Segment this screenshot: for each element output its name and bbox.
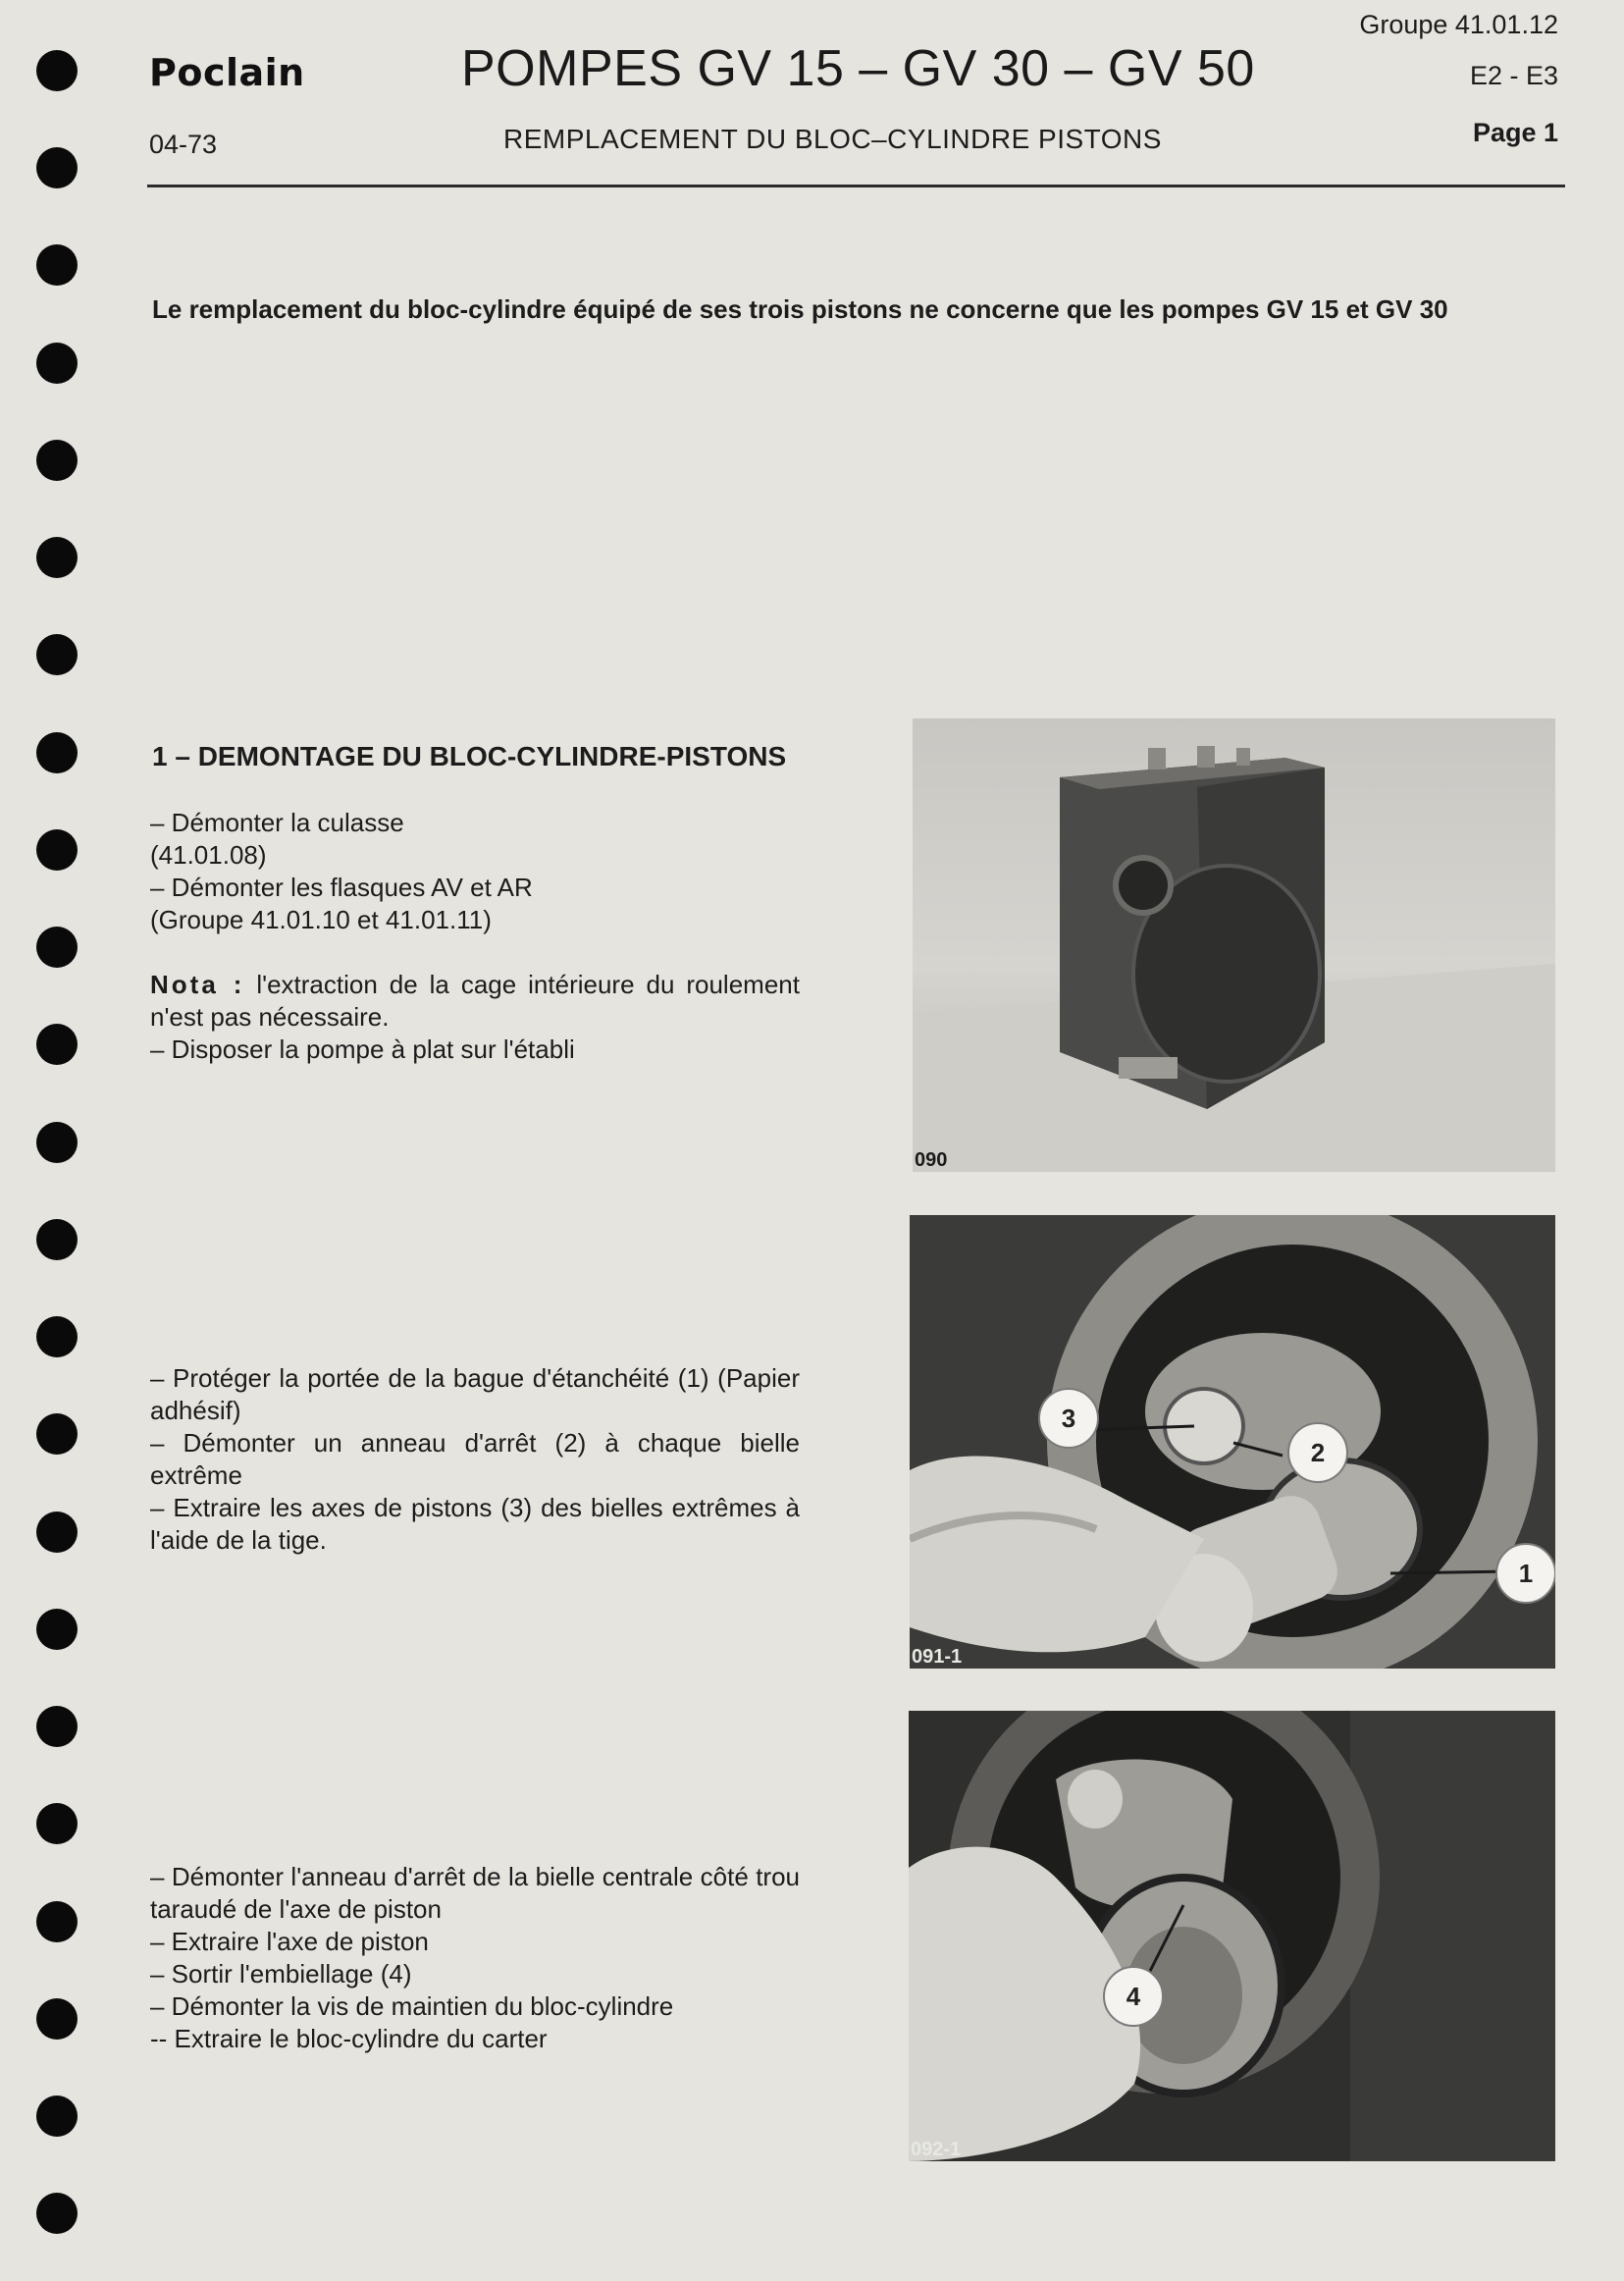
binder-hole	[36, 147, 78, 188]
step-line: – Disposer la pompe à plat sur l'établi	[150, 1034, 575, 1064]
binder-hole	[36, 1998, 78, 2040]
callout-2: 2	[1287, 1422, 1348, 1483]
callout-4: 4	[1103, 1966, 1164, 2027]
photo-label: 091-1	[912, 1646, 963, 1668]
step-line: – Démonter un anneau d'arrêt (2) à chaque bielle extrême	[150, 1428, 800, 1490]
step-line: – Démonter la vis de maintien du bloc-cylindre	[150, 1991, 674, 2021]
step3-text	[150, 1861, 800, 2055]
stop-rings-image	[910, 1215, 1555, 1669]
binder-hole	[36, 1512, 78, 1553]
step-line: (41.01.08)	[150, 840, 267, 870]
connecting-rods-image	[909, 1711, 1555, 2161]
step-line: (Groupe 41.01.10 et 41.01.11)	[150, 905, 492, 934]
header-rule	[147, 185, 1565, 187]
binder-hole	[36, 829, 78, 871]
nota-text: l'extraction de la cage intérieure du roulement n'est pas nécessaire.	[150, 970, 800, 1032]
document-subtitle: REMPLACEMENT DU BLOC–CYLINDRE PISTONS	[503, 124, 1162, 154]
binder-hole	[36, 537, 78, 578]
document-code: E2 - E3	[1469, 61, 1558, 90]
binder-hole	[36, 634, 78, 675]
binder-hole	[36, 1024, 78, 1065]
photo-pump-housing	[913, 718, 1555, 1172]
binder-hole	[36, 50, 78, 91]
intro-text: Le remplacement du bloc-cylindre équipé de ses trois pistons ne concerne que les pompes GV 15 et GV 30	[152, 294, 1448, 324]
nota	[150, 969, 800, 1034]
section-title: 1 – DEMONTAGE DU BLOC-CYLINDRE-PISTONS	[152, 741, 787, 771]
binder-hole	[36, 440, 78, 481]
photo-stop-rings	[910, 1215, 1555, 1669]
binder-hole	[36, 1609, 78, 1650]
step-line: – Extraire l'axe de piston	[150, 1927, 429, 1956]
photo-label: 092-1	[911, 2139, 962, 2160]
group-number: Groupe 41.01.12	[1359, 10, 1558, 39]
step-line: – Démonter la culasse	[150, 808, 404, 837]
step-line: – Démonter les flasques AV et AR	[150, 873, 533, 902]
binder-hole	[36, 244, 78, 286]
photo-label: 090	[915, 1149, 948, 1171]
binder-hole	[36, 1122, 78, 1163]
pump-housing-image	[913, 718, 1555, 1172]
nota-label: Nota :	[150, 970, 245, 999]
photo-connecting-rods	[909, 1711, 1555, 2161]
binder-hole	[36, 1219, 78, 1260]
binder-hole	[36, 1316, 78, 1357]
step-line: – Démonter l'anneau d'arrêt de la bielle centrale côté trou taraudé de l'axe de piston	[150, 1862, 800, 1924]
binder-hole	[36, 1803, 78, 1844]
step-line: – Protéger la portée de la bague d'étanchéité (1) (Papier adhésif)	[150, 1363, 800, 1425]
binder-hole	[36, 927, 78, 968]
step2-text	[150, 1362, 800, 1557]
binder-hole	[36, 2193, 78, 2234]
step-line: – Sortir l'embiellage (4)	[150, 1959, 412, 1989]
step-line: -- Extraire le bloc-cylindre du carter	[150, 2024, 548, 2053]
section1-steps	[150, 807, 800, 1066]
page-number: Page 1	[1472, 118, 1558, 147]
document-date: 04-73	[149, 130, 218, 159]
binder-hole	[36, 1413, 78, 1455]
binder-hole	[36, 1706, 78, 1747]
document-title: POMPES GV 15 – GV 30 – GV 50	[461, 40, 1255, 97]
callout-1: 1	[1495, 1543, 1555, 1604]
brand-logo: Poclain	[149, 51, 305, 94]
step-line: – Extraire les axes de pistons (3) des bielles extrêmes à l'aide de la tige.	[150, 1493, 800, 1555]
binder-hole	[36, 732, 78, 773]
callout-3: 3	[1038, 1388, 1099, 1449]
binder-hole	[36, 2095, 78, 2137]
binder-hole	[36, 343, 78, 384]
binder-hole	[36, 1901, 78, 1942]
